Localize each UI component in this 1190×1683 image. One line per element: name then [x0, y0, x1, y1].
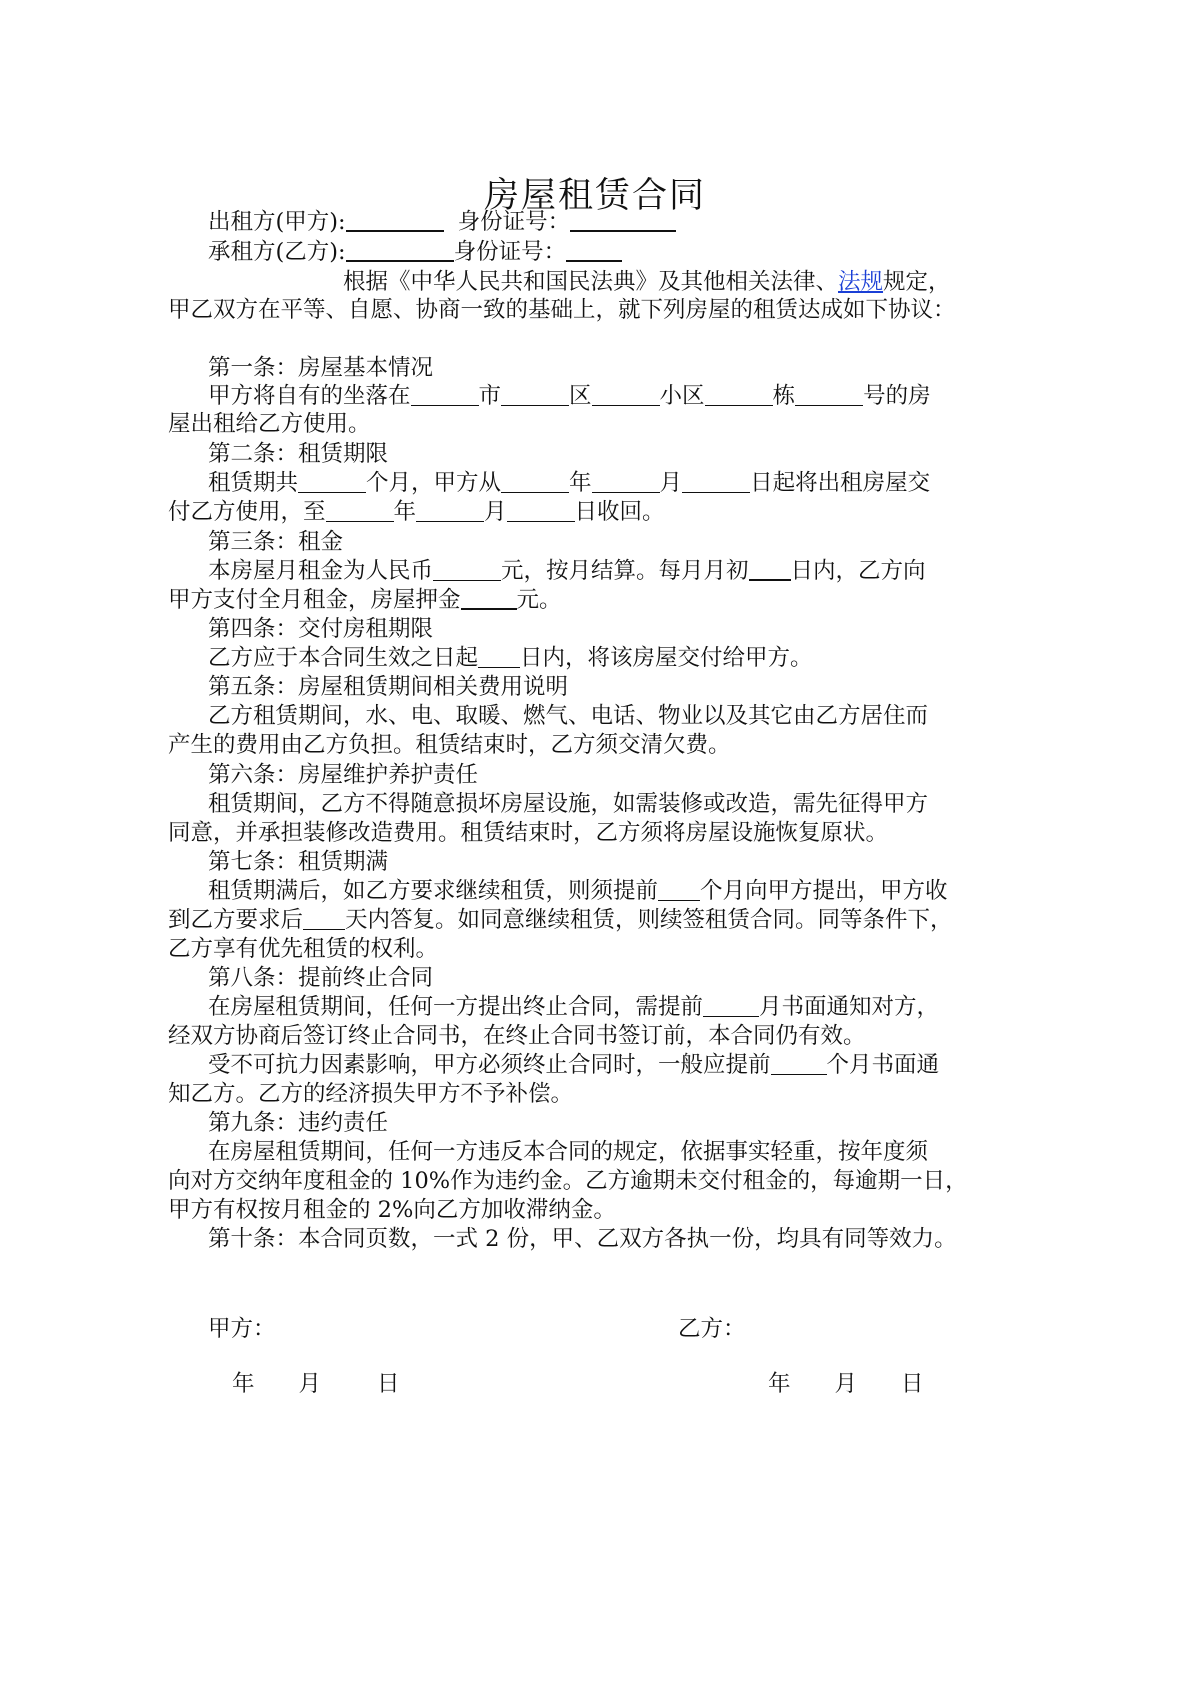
text: 日内，将该房屋交付给甲方。 [520, 645, 813, 671]
lessor-line [208, 206, 1038, 238]
text: 个月书面通 [826, 1052, 940, 1078]
article-9-line-3: 甲方有权按月租金的 2%向乙方加收滞纳金。 [168, 1197, 616, 1223]
start-year-blank [501, 468, 569, 493]
month-label: 月 [298, 1371, 322, 1397]
article-2-heading: 第二条：租赁期限 [208, 441, 389, 467]
year-label: 年 [768, 1371, 791, 1397]
party-a-date [232, 1368, 400, 1400]
notice-months-blank [658, 876, 700, 901]
text: 元，按月结算。每月月初 [501, 558, 749, 584]
text: 在房屋租赁期间，任何一方提出终止合同，需提前 [208, 994, 704, 1020]
article-3-line-1 [208, 555, 1038, 587]
text: 甲方支付全月租金，房屋押金 [168, 587, 461, 613]
intro-line-2: 甲乙双方在平等、自愿、协商一致的基础上，就下列房屋的租赁达成如下协议： [168, 297, 956, 323]
text: 月书面通知对方， [759, 994, 940, 1020]
law-link[interactable]: 法规 [838, 269, 884, 295]
article-6-heading: 第六条：房屋维护养护责任 [208, 762, 479, 788]
party-b-date [768, 1368, 924, 1400]
building-blank [705, 381, 773, 406]
text: 乙方应于本合同生效之日起 [208, 645, 479, 671]
lessor-id-blank [570, 206, 676, 232]
text: 租赁期共 [208, 470, 299, 496]
text: 年 [569, 470, 592, 496]
lessee-id-label: 身份证号： [453, 239, 567, 265]
community-blank [592, 381, 660, 406]
deposit-blank [461, 584, 517, 610]
end-day-blank [507, 497, 575, 522]
article-8-line-3 [208, 1049, 1038, 1081]
article-8-line-1 [208, 991, 1038, 1023]
article-6-line-1: 租赁期间，乙方不得随意损坏房屋设施，如需装修或改造，需先征得甲方 [208, 791, 929, 817]
lessor-label: 出租方(甲方): [208, 209, 346, 235]
text: 付乙方使用，至 [168, 499, 326, 525]
article-9-line-1: 在房屋租赁期间，任何一方违反本合同的规定，依据事实轻重，按年度须 [208, 1139, 929, 1165]
text: 元。 [516, 587, 562, 613]
text: 号的房 [863, 383, 931, 409]
handover-days-blank [478, 643, 520, 668]
text: 个月，甲方从 [366, 470, 502, 496]
document-title: 房屋租赁合同 [483, 176, 706, 216]
article-9-heading: 第九条：违约责任 [208, 1110, 389, 1136]
text: 天内答复。如同意继续租赁，则续签租赁合同。同等条件下， [345, 907, 953, 933]
article-5-line-2: 产生的费用由乙方负担。租赁结束时，乙方须交清欠费。 [168, 732, 731, 758]
article-2-line-2 [168, 496, 998, 528]
text: 日内，乙方向 [790, 558, 926, 584]
text: 到乙方要求后 [168, 907, 304, 933]
day-label: 日 [901, 1371, 924, 1397]
intro-text-end: 规定， [883, 269, 951, 295]
party-b-signature-label: 乙方： [678, 1316, 746, 1342]
text: 小区 [659, 383, 705, 409]
number-blank [795, 381, 863, 406]
reply-days-blank [303, 905, 345, 930]
start-month-blank [592, 468, 660, 493]
article-8-heading: 第八条：提前终止合同 [208, 965, 434, 991]
article-3-line-2 [168, 584, 998, 616]
text: 甲方将自有的坐落在 [208, 383, 411, 409]
article-8-line-2: 经双方协商后签订终止合同书，在终止合同书签订前，本合同仍有效。 [168, 1023, 866, 1049]
article-7-line-2 [168, 904, 998, 936]
text: 月 [484, 499, 507, 525]
district-blank [501, 381, 569, 406]
article-6-line-2: 同意，并承担装修改造费用。租赁结束时，乙方须将房屋设施恢复原状。 [168, 820, 889, 846]
article-5-line-1: 乙方租赁期间，水、电、取暖、燃气、电话、物业以及其它由乙方居住而 [208, 703, 929, 729]
article-1-heading: 第一条：房屋基本情况 [208, 355, 434, 381]
force-majeure-notice-blank [771, 1050, 827, 1075]
lessee-line [208, 236, 1038, 268]
text: 市 [478, 383, 502, 409]
article-2-line-1 [208, 467, 1038, 499]
article-9-line-2: 向对方交纳年度租金的 10%作为违约金。乙方逾期未交付租金的，每逾期一日， [168, 1168, 968, 1194]
day-label: 日 [377, 1371, 400, 1397]
lessee-label: 承租方(乙方): [208, 239, 346, 265]
year-label: 年 [232, 1371, 255, 1397]
text: 年 [393, 499, 417, 525]
article-3-heading: 第三条：租金 [208, 529, 344, 555]
text: 日起将出租房屋交 [750, 470, 931, 496]
end-year-blank [326, 497, 394, 522]
party-a-signature-label: 甲方： [208, 1316, 276, 1342]
article-7-line-1 [208, 875, 1038, 907]
text: 日收回。 [574, 499, 665, 525]
lessee-id-blank [566, 236, 622, 262]
end-month-blank [416, 497, 484, 522]
pay-day-blank [749, 555, 791, 581]
article-7-line-3: 乙方享有优先租赁的权利。 [168, 936, 439, 962]
intro-text: 根据《中华人民共和国民法典》及其他相关法律、 [343, 269, 839, 295]
city-blank [411, 381, 479, 406]
lessor-id-label: 身份证号： [457, 209, 571, 235]
article-8-line-4: 知乙方。乙方的经济损失甲方不予补偿。 [168, 1081, 574, 1107]
text: 租赁期满后，如乙方要求继续租赁，则须提前 [208, 878, 659, 904]
text: 栋 [772, 383, 796, 409]
article-4-line-1 [208, 642, 1038, 674]
article-7-heading: 第七条：租赁期满 [208, 849, 389, 875]
text: 个月向甲方提出，甲方收 [700, 878, 948, 904]
start-day-blank [682, 468, 750, 493]
month-label: 月 [834, 1371, 858, 1397]
article-10-line: 第十条：本合同页数，一式 2 份，甲、乙双方各执一份，均具有同等效力。 [208, 1226, 957, 1252]
article-5-heading: 第五条：房屋租赁期间相关费用说明 [208, 674, 569, 700]
rent-amount-blank [433, 556, 501, 581]
termination-notice-blank [703, 992, 759, 1017]
text: 本房屋月租金为人民币 [208, 558, 434, 584]
article-4-heading: 第四条：交付房租期限 [208, 616, 434, 642]
article-1-line-2: 屋出租给乙方使用。 [168, 411, 371, 437]
text: 受不可抗力因素影响，甲方必须终止合同时，一般应提前 [208, 1052, 771, 1078]
lessor-name-blank [346, 206, 444, 232]
text: 区 [569, 383, 592, 409]
months-blank [298, 468, 366, 493]
lessee-name-blank [346, 236, 454, 262]
text: 月 [659, 470, 683, 496]
